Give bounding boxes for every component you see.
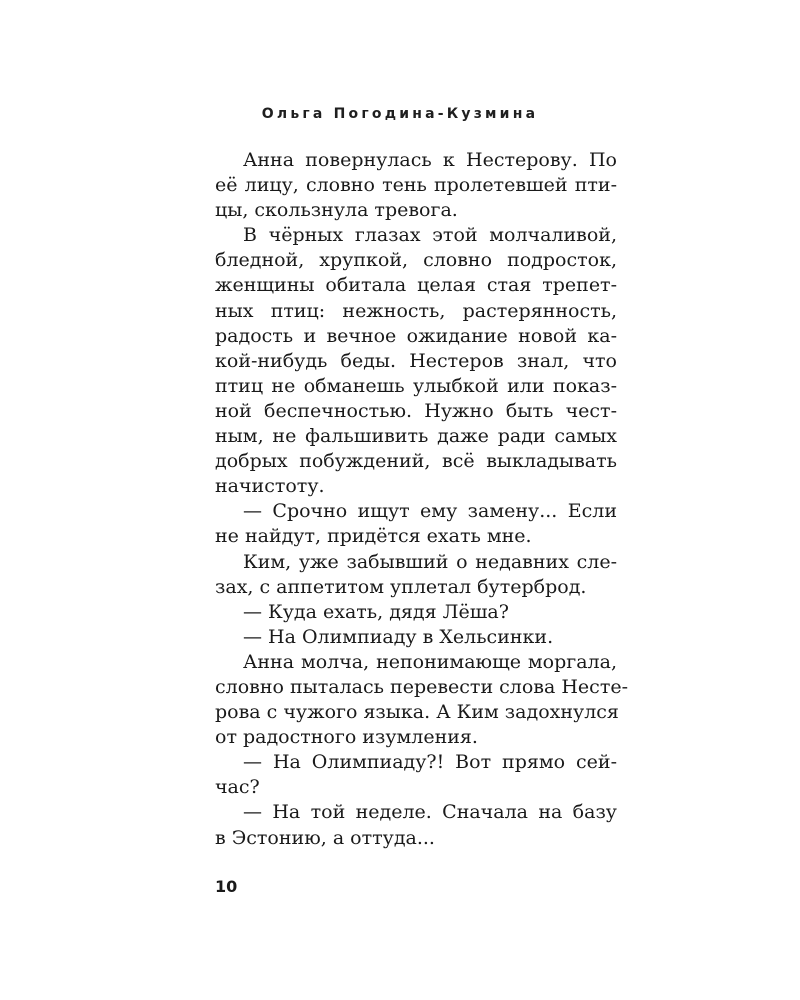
text-line: кой-нибудь беды. Нестеров знал, что xyxy=(215,349,617,372)
paragraph xyxy=(215,750,617,800)
text-line: зах, с аппетитом уплетал бутерброд. xyxy=(215,575,587,598)
text-line: добрых побуждений, всё выкладывать xyxy=(215,450,617,473)
text-line: от радостного изумления. xyxy=(215,726,478,749)
text-line: В чёрных глазах этой молчаливой, xyxy=(243,224,617,247)
text-line: начистоту. xyxy=(215,475,325,498)
paragraph xyxy=(215,600,617,625)
text-line: — На Олимпиаду в Хельсинки. xyxy=(243,625,554,648)
text-line: час? xyxy=(215,776,260,799)
text-line: ной беспечностью. Нужно быть чест- xyxy=(215,399,617,422)
text-line: цы, скользнула тревога. xyxy=(215,199,458,222)
running-head-author: Ольга Погодина-Кузмина xyxy=(261,106,539,122)
text-line: Анна повернулась к Нестерову. По xyxy=(243,149,617,171)
text-line: ных птиц: нежность, растерянность, xyxy=(215,299,617,322)
paragraph xyxy=(215,650,628,750)
text-line: рова с чужого языка. А Ким задохнулся xyxy=(215,701,619,724)
text-line: словно пыталась перевести слова Несте- xyxy=(215,675,628,698)
text-line: Ким, уже забывший о недавних сле- xyxy=(243,550,617,573)
paragraph xyxy=(215,499,617,549)
text-line: не найдут, придётся ехать мне. xyxy=(215,525,532,548)
paragraph xyxy=(215,800,617,850)
text-line: ным, не фальшивить даже ради самых xyxy=(215,425,617,448)
paragraph xyxy=(215,550,617,600)
paragraph xyxy=(215,148,617,223)
text-line: — Срочно ищут ему замену... Если xyxy=(243,500,617,523)
text-line: бледной, хрупкой, словно подросток, xyxy=(215,249,617,272)
text-line: её лицу, словно тень пролетевшей пти- xyxy=(215,174,617,197)
page-number: 10 xyxy=(215,877,238,896)
text-line: Анна молча, непонимающе моргала, xyxy=(243,650,617,673)
text-line: радость и вечное ожидание новой ка- xyxy=(215,324,617,347)
text-line: — На Олимпиаду?! Вот прямо сей- xyxy=(243,751,617,774)
text-line: — На той неделе. Сначала на базу xyxy=(243,801,617,824)
paragraph xyxy=(215,625,617,650)
text-line: птиц не обманешь улыбкой или показ- xyxy=(215,374,617,397)
text-line: — Куда ехать, дядя Лёша? xyxy=(243,600,509,623)
text-line: в Эстонию, а оттуда... xyxy=(215,826,435,849)
paragraph xyxy=(215,223,617,499)
text-line: женщины обитала целая стая трепет- xyxy=(215,274,617,297)
body-text xyxy=(215,148,628,851)
